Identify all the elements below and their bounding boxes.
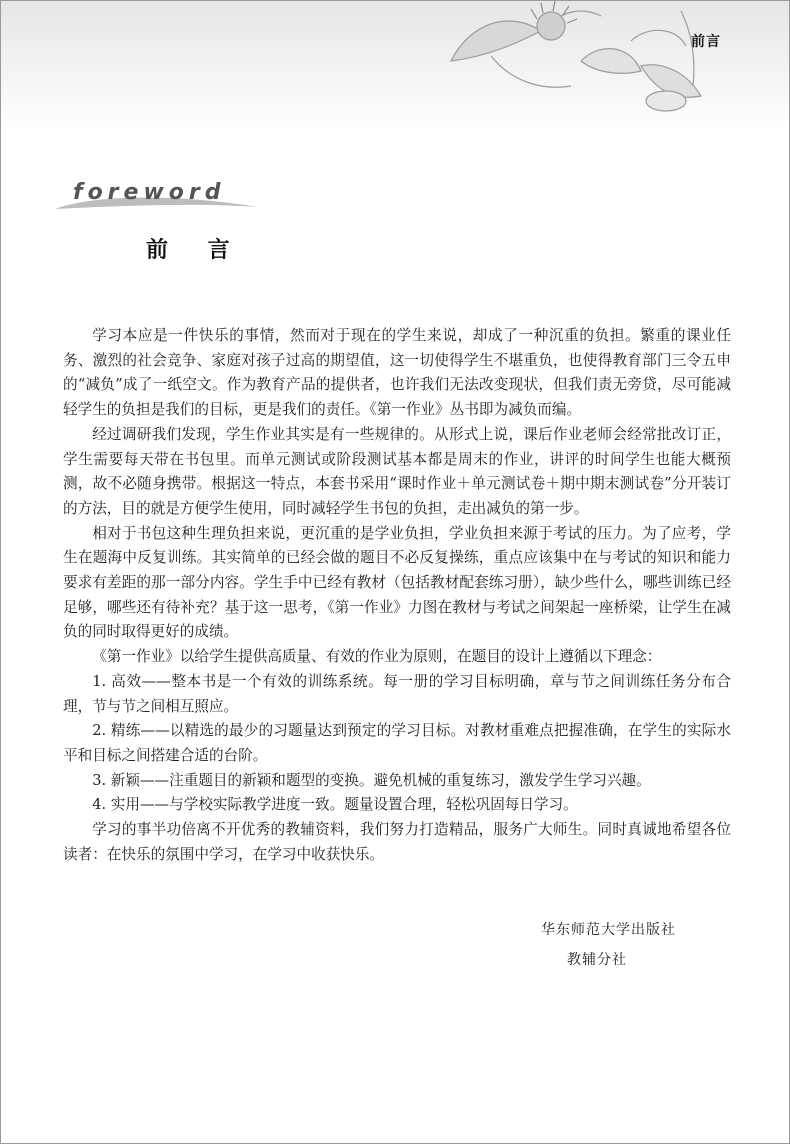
flower-illustration (431, 1, 731, 126)
paragraph: 学习本应是一件快乐的事情，然而对于现在的学生来说，却成了一种沉重的负担。繁重的课业任务、激烈的社会竞争、家庭对孩子过高的期望值，这一切使得学生不堪重负，也使得教育部门三令五申的“减负”成了一纸空文。作为教育产品的提供者，也许我们无法改变现状，但我们责无旁贷，尽可能减轻学生的负担是我们的目标，更是我们的责任。《第一作业》丛书即为减负而编。 (63, 327, 731, 419)
page-title: 前 言 (146, 238, 246, 263)
paragraph: 学习的事半功倍离不开优秀的教辅资料，我们努力打造精品，服务广大师生。同时真诚地希望各位读者：在快乐的氛围中学习，在学习中收获快乐。 (63, 821, 731, 863)
paragraph: 经过调研我们发现，学生作业其实是有一些规律的。从形式上说，课后作业老师会经常批改订正，学生需要每天带在书包里。而单元测试或阶段测试基本都是周末的作业，讲评的时间学生也能大概预测，故不必随身携带。根据这一特点，本套书采用“课时作业＋单元测试卷＋期中期末测试卷”分开装订的方法，目的就是方便学生使用，同时减轻学生书包的负担，走出减负的第一步。 (63, 425, 731, 517)
paragraph: 2. 精练——以精选的最少的习题量达到预定的学习目标。对教材重难点把握准确，在学生的实际水平和目标之间搭建合适的台阶。 (63, 722, 731, 764)
foreword-logo (53, 169, 263, 219)
paragraph: 4. 实用——与学校实际教学进度一致。题量设置合理，轻松巩固每日学习。 (92, 796, 578, 814)
svg-text:foreword: foreword (73, 180, 226, 205)
paragraph: 相对于书包这种生理负担来说，更沉重的是学业负担，学业负担来源于考试的压力。为了应考，学生在题海中反复训练。其实简单的已经会做的题目不必反复操练，重点应该集中在与考试的知识和能力要求有差距的那一部分内容。学生手中已经有教材（包括教材配套练习册），缺少些什么，哪些训练已经足够，哪些还有待补充？基于这一思考，《第一作业》力图在教材与考试之间架起一座桥梁，让学生在减负的同时取得更好的成绩。 (63, 524, 731, 641)
publisher-name: 华东师范大学出版社 (541, 922, 676, 938)
signature-block (541, 915, 676, 975)
department-name: 教辅分社 (567, 952, 627, 968)
paragraph: 3. 新颖——注重题目的新颖和题型的变换。避免机械的重复练习，激发学生学习兴趣。 (92, 771, 651, 789)
running-header-title: 前言 (691, 34, 721, 50)
paragraph: 1. 高效——整本书是一个有效的训练系统。每一册的学习目标明确，章与节之间训练任务分布合理，节与节之间相互照应。 (63, 672, 731, 715)
paragraph: 《第一作业》以给学生提供高质量、有效的作业为原则，在题目的设计上遵循以下理念： (92, 648, 662, 666)
preface-body (63, 324, 731, 867)
